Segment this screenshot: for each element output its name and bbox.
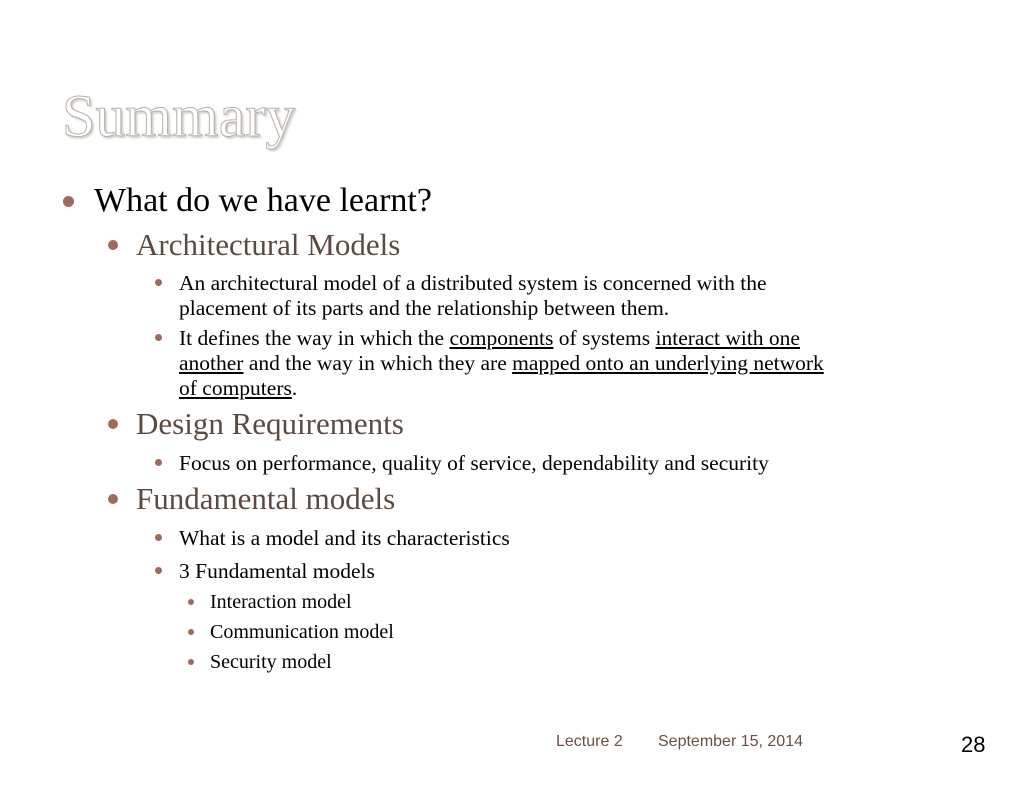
bullet-icon [108, 494, 118, 504]
interact-link: interact with one [655, 326, 800, 350]
design-heading: Design Requirements [136, 406, 404, 441]
bullet-icon [63, 196, 74, 207]
footer-date: September 15, 2014 [658, 733, 803, 750]
text-run: . [291, 376, 298, 400]
page-number: 28 [961, 732, 986, 757]
mapped-link-cont: of computers [179, 376, 292, 400]
bullet-icon [108, 240, 118, 250]
mapped-link: mapped onto an underlying network [512, 351, 824, 375]
text-run: and the way in which they are [243, 351, 513, 375]
arch-heading: Architectural Models [136, 227, 401, 262]
arch-bullet-1-line-2: placement of its parts and the relationship between them. [179, 296, 670, 320]
arch-bullet-2-line-1 [179, 325, 800, 351]
bullet-icon [155, 534, 162, 541]
interact-link-cont: another [179, 351, 244, 375]
text-run: of systems [553, 326, 656, 350]
fund-sub-2: Communication model [210, 621, 394, 643]
fund-sub-1: Interaction model [210, 591, 352, 613]
bullet-icon [188, 659, 194, 665]
bullet-icon [108, 419, 118, 429]
bullet-icon [188, 629, 194, 635]
bullet-icon [155, 459, 162, 466]
arch-bullet-2-line-2 [179, 350, 824, 376]
design-bullet-1: Focus on performance, quality of service, dependability and security [179, 451, 769, 475]
text-run: It defines the way in which the [179, 326, 450, 350]
fund-sub-3: Security model [210, 651, 332, 673]
components-link: components [449, 326, 554, 350]
bullet-icon [155, 567, 162, 574]
slide-title: Summary [62, 83, 296, 149]
bullet-icon [188, 599, 194, 605]
bullet-icon [155, 279, 162, 286]
fund-heading: Fundamental models [136, 481, 396, 516]
bullet-icon [155, 334, 162, 341]
fund-bullet-1: What is a model and its characteristics [179, 526, 510, 550]
arch-bullet-1-line-1: An architectural model of a distributed system is concerned with the [179, 271, 767, 295]
footer-lecture: Lecture 2 [556, 733, 623, 750]
arch-bullet-2-line-3 [179, 375, 297, 401]
fund-bullet-2: 3 Fundamental models [179, 559, 375, 583]
level1-text: What do we have learnt? [94, 182, 432, 219]
